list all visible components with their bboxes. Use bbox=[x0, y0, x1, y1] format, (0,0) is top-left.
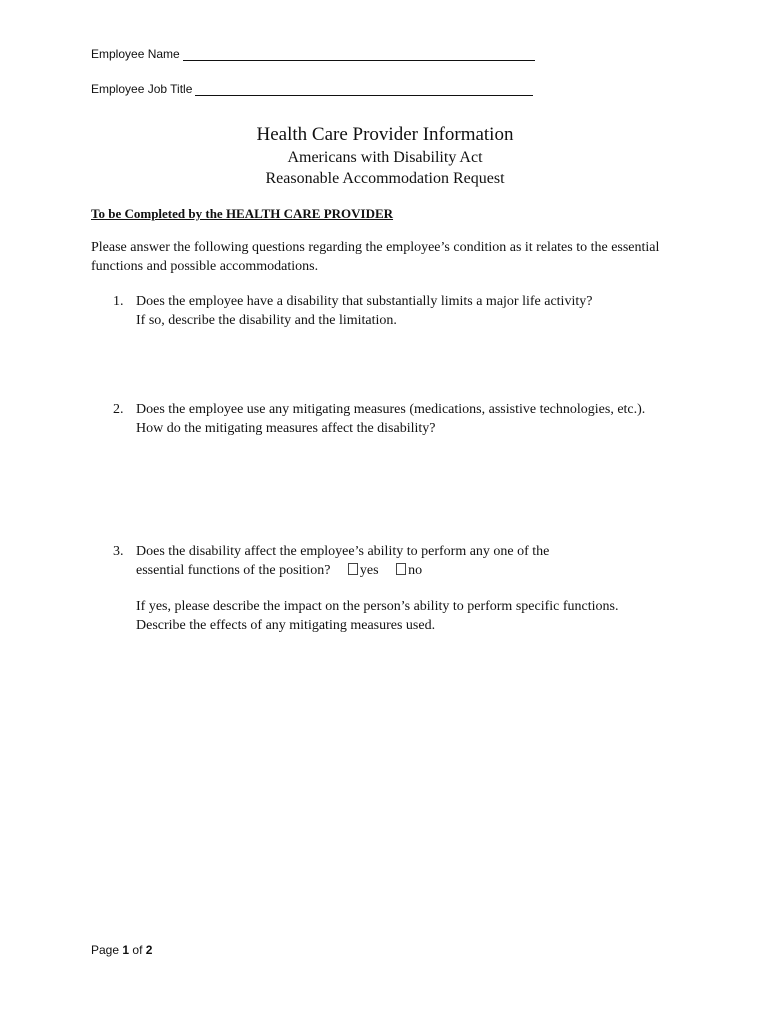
question-3-followup: If yes, please describe the impact on the person’s ability to perform specific functions. Describe the effects of any mitigating measures used. bbox=[136, 599, 619, 633]
footer-current-page: 1 bbox=[122, 943, 130, 957]
intro-paragraph: Please answer the following questions regarding the employee’s condition as it relates to the essential functions and possible accommodations. bbox=[91, 240, 660, 274]
footer-of-word: of bbox=[132, 943, 143, 957]
question-number: 3. bbox=[113, 544, 124, 559]
question-1-line-1: Does the employee have a disability that substantially limits a major life activity? bbox=[136, 294, 593, 309]
question-text bbox=[136, 292, 673, 330]
employee-job-title-blank[interactable] bbox=[195, 82, 533, 96]
question-number: 1. bbox=[113, 294, 124, 309]
document-title-block bbox=[0, 123, 770, 189]
employee-name-blank[interactable] bbox=[183, 47, 535, 61]
question-text bbox=[136, 542, 673, 580]
question-1 bbox=[113, 292, 673, 330]
yes-option-label: yes bbox=[359, 563, 379, 578]
employee-job-title-field[interactable] bbox=[91, 82, 533, 96]
question-3-line-1: Does the disability affect the employee’s ability to perform any one of the bbox=[136, 544, 550, 559]
question-3-line-2: essential functions of the position? bbox=[136, 563, 331, 578]
employee-job-title-label: Employee Job Title bbox=[91, 82, 193, 96]
yes-checkbox[interactable] bbox=[348, 563, 358, 575]
employee-name-field[interactable] bbox=[91, 47, 535, 61]
question-2-text: Does the employee use any mitigating measures (medications, assistive technologies, etc.). How do the mitigating measures affect the disability? bbox=[136, 402, 646, 436]
footer-page-word: Page bbox=[91, 943, 120, 957]
document-title: Health Care Provider Information bbox=[256, 124, 514, 145]
section-heading: To be Completed by the HEALTH CARE PROVIDER bbox=[91, 206, 394, 221]
page-footer bbox=[91, 943, 152, 957]
document-subtitle-request: Reasonable Accommodation Request bbox=[265, 170, 505, 187]
employee-name-label: Employee Name bbox=[91, 47, 180, 61]
footer-total-pages: 2 bbox=[145, 943, 153, 957]
no-checkbox[interactable] bbox=[396, 563, 406, 575]
question-3 bbox=[113, 542, 673, 580]
question-number: 2. bbox=[113, 402, 124, 417]
question-2 bbox=[113, 400, 673, 438]
no-option-label: no bbox=[408, 563, 423, 578]
question-1-line-2: If so, describe the disability and the limitation. bbox=[136, 313, 397, 328]
question-3-line-2-row bbox=[136, 561, 673, 580]
document-subtitle-act: Americans with Disability Act bbox=[287, 149, 483, 166]
